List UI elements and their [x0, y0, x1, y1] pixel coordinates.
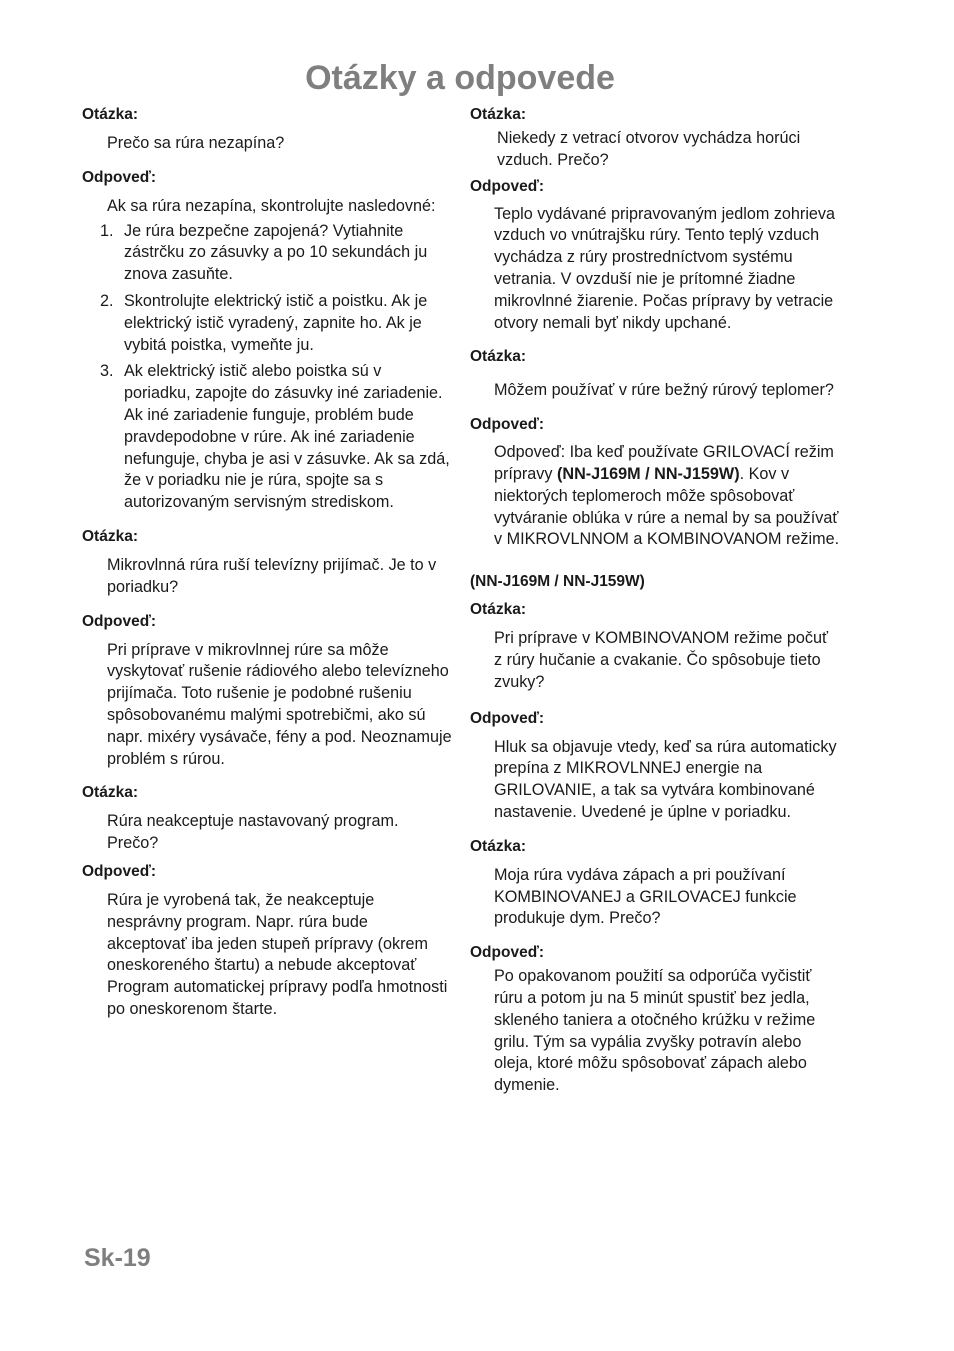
- question-label: Otázka:: [470, 601, 526, 619]
- answer-text: Rúra je vyrobená tak, že neakceptuje nesprávny program. Napr. rúra bude akceptovať iba jeden stupeň prípravy (okrem oneskoreného štartu) a nebude akceptovať Program automatickej prípravy podľa hmotnosti po oneskorenom štarte.: [107, 890, 448, 1018]
- question-text: Moja rúra vydáva zápach a pri používaní KOMBINOVANEJ a GRILOVACEJ funkcie produkuje dym. Prečo?: [494, 865, 797, 928]
- right-column: [470, 106, 840, 1097]
- page-title: Otázky a odpovede: [305, 59, 615, 97]
- question-text: Pri príprave v KOMBINOVANOM režime počuť z rúry hučanie a cvakanie. Čo spôsobuje tieto zvuky?: [494, 629, 829, 691]
- answer-label: Odpoveď:: [82, 612, 157, 630]
- answer-text: Pri príprave v mikrovlnnej rúre sa môže vyskytovať rušenie rádiového alebo televízneho prijímača. Toto rušenie je podobné rušeniu spôsobovanému malými spotrebičmi, ako sú napr. mixéry vysávače, fény a pod. Neoznamuje problém s rúrou.: [107, 640, 452, 768]
- list-text: Je rúra bezpečne zapojená? Vytiahnite zástrčku zo zásuvky a po 10 sekundách ju znova zasuňte.: [124, 221, 428, 284]
- question-label: Otázka:: [470, 837, 526, 855]
- list-number: 1.: [100, 221, 114, 240]
- answer-text-part: . Kov v niektorých teplomeroch môže spôsobovať vytváranie oblúka v rúre a nemal by sa používať v MIKROVLNNOM a KOMBINOVANOM režime.: [494, 464, 840, 549]
- answer-text: Po opakovanom použití sa odporúča vyčistiť rúru a potom ju na 5 minút spustiť bez jedla, skleného taniera a otočného krúžku v režime grilu. Tým sa vypália zvyšky potravín alebo oleja, ktoré môžu spôsobovať zápach alebo dymenie.: [494, 967, 816, 1095]
- question-label: Otázka:: [82, 527, 138, 545]
- answer-text-part: Odpoveď: Iba keď používate GRILOVACÍ režim prípravy: [494, 443, 834, 483]
- question-label: Otázka:: [470, 106, 526, 123]
- question-text: Môžem používať v rúre bežný rúrový teplomer?: [494, 381, 834, 400]
- question-label: Otázka:: [82, 106, 138, 123]
- list-item: [100, 291, 452, 356]
- list-number: 3.: [100, 362, 114, 381]
- list-text: Skontrolujte elektrický istič a poistku. Ak je elektrický istič vyradený, zapnite ho. Ak je vybitá poistka, vymeňte ju.: [124, 291, 428, 354]
- model-heading: (NN-J169M / NN-J159W): [470, 573, 645, 591]
- answer-label: Odpoveď:: [470, 709, 545, 727]
- question-text: Prečo sa rúra nezapína?: [107, 134, 285, 152]
- answer-text: Hluk sa objavuje vtedy, keď sa rúra automaticky prepína z MIKROVLNNEJ energie na GRILOVANIE, a tak sa vytvára kombinované nastavenie. Uvedené je úplne v poriadku.: [494, 737, 837, 821]
- page-number: Sk-19: [84, 1244, 151, 1272]
- answer-label: Odpoveď:: [470, 944, 545, 962]
- answer-text: [470, 442, 840, 551]
- answer-label: Odpoveď:: [82, 862, 157, 880]
- question-text: Niekedy z vetrací otvorov vychádza horúci vzduch. Prečo?: [497, 129, 801, 169]
- answer-label: Odpoveď:: [82, 168, 157, 186]
- question-label: Otázka:: [82, 784, 138, 802]
- list-text: Ak elektrický istič alebo poistka sú v poriadku, zapojte do zásuvky iné zariadenie. Ak iné zariadenie funguje, problém bude pravdepodobne v rúre. Ak iné zariadenie nefunguje, chyba je asi v zásuvke. Ak sa zdá, že v poriadku nie je rúra, spojte sa s autorizovaným servisným strediskom.: [124, 362, 450, 512]
- question-label: Otázka:: [470, 348, 526, 366]
- list-item: [100, 221, 452, 286]
- answer-label: Odpoveď:: [470, 416, 545, 434]
- left-column: [82, 106, 452, 1021]
- list-item: [100, 361, 452, 514]
- model-highlight: (NN-J169M / NN-J159W): [556, 464, 740, 483]
- question-text: Mikrovlnná rúra ruší televízny prijímač. Je to v poriadku?: [107, 555, 437, 596]
- answer-label: Odpoveď:: [470, 177, 545, 195]
- question-text: Rúra neakceptuje nastavovaný program. Prečo?: [107, 812, 399, 853]
- answer-intro: Ak sa rúra nezapína, skontrolujte nasledovné:: [107, 196, 436, 215]
- answer-list: [82, 221, 452, 514]
- list-number: 2.: [100, 291, 114, 310]
- answer-text: Teplo vydávané pripravovaným jedlom zohrieva vzduch vo vnútrajšku rúry. Tento teplý vzduch vychádza z rúry prostredníctvom systému vetrania. V ovzduší nie je prítomné žiadne mikrovlnné žiarenie. Počas prípravy by vetracie otvory nemali byť nikdy upchané.: [494, 204, 836, 332]
